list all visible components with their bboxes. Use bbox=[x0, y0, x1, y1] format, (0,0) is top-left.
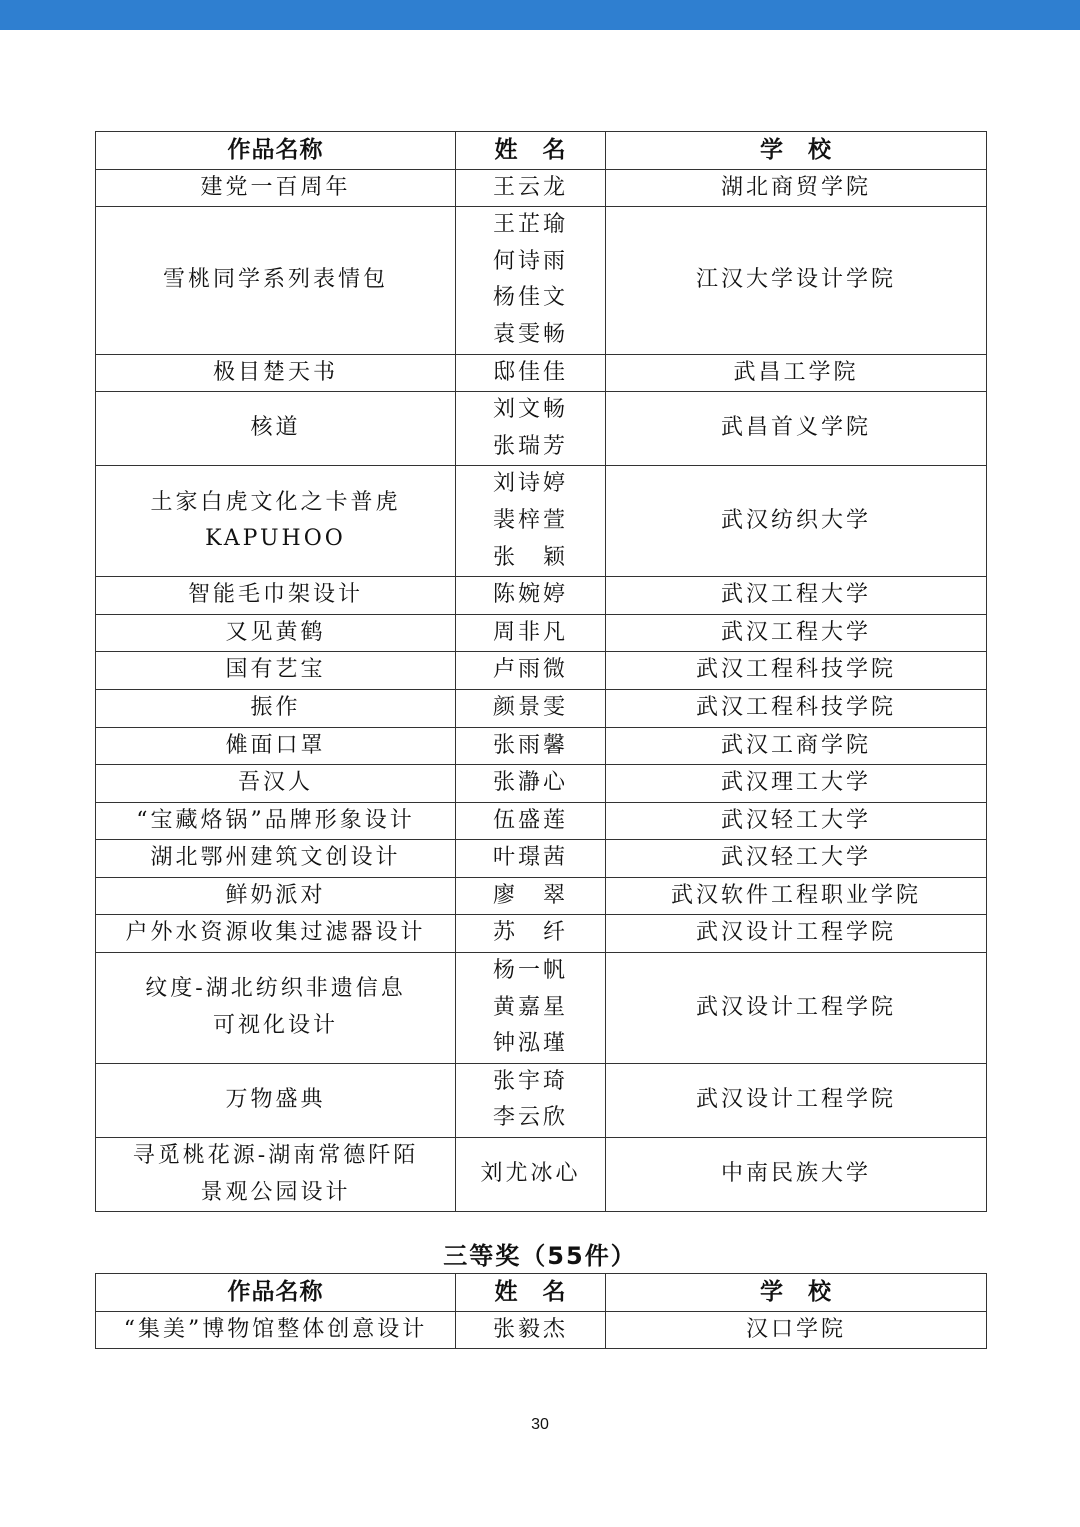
table-row bbox=[96, 207, 987, 354]
table-header-row bbox=[96, 1274, 987, 1312]
work-cell-line: 又见黄鹤 bbox=[225, 619, 326, 645]
name-cell-line: 裴梓萱 bbox=[492, 507, 568, 533]
school-cell: 武汉工商学院 bbox=[606, 727, 987, 765]
work-cell-line: 智能毛巾架设计 bbox=[187, 582, 363, 608]
work-cell-line: 建党一百周年 bbox=[200, 174, 351, 200]
name-cell-line: 钟泓瑾 bbox=[492, 1031, 568, 1057]
table-row bbox=[96, 392, 987, 466]
name-cell-line: 李云欣 bbox=[492, 1105, 568, 1131]
name-cell-line: 张瀞心 bbox=[492, 770, 568, 796]
name-cell-line: 廖 翠 bbox=[492, 882, 568, 908]
work-cell bbox=[96, 953, 456, 1064]
name-cell-line: 王芷瑜 bbox=[492, 212, 568, 238]
name-cell-line: 叶璟茜 bbox=[492, 845, 568, 871]
table-row bbox=[96, 953, 987, 1064]
work-cell-line: 万物盛典 bbox=[225, 1087, 326, 1113]
name-cell-line: 张毅杰 bbox=[492, 1316, 568, 1342]
school-cell: 武昌首义学院 bbox=[606, 392, 987, 466]
third-prize-table bbox=[95, 1273, 987, 1349]
name-cell-line: 伍盛莲 bbox=[492, 807, 568, 833]
work-cell-line: KAPUHOO bbox=[205, 526, 346, 552]
name-cell-line: 刘文畅 bbox=[492, 397, 568, 423]
school-cell: 武汉工程科技学院 bbox=[606, 689, 987, 727]
table-row bbox=[96, 689, 987, 727]
work-cell bbox=[96, 577, 456, 615]
table-row bbox=[96, 727, 987, 765]
work-cell bbox=[96, 392, 456, 466]
name-cell-line: 苏 纤 bbox=[492, 920, 568, 946]
header-work: 作品名称 bbox=[96, 132, 456, 170]
work-cell-line: “集美”博物馆整体创意设计 bbox=[123, 1316, 428, 1342]
work-cell bbox=[96, 652, 456, 690]
work-cell bbox=[96, 689, 456, 727]
table-row bbox=[96, 840, 987, 878]
name-cell-line: 张瑞芳 bbox=[492, 433, 568, 459]
work-cell bbox=[96, 354, 456, 392]
name-cell-line: 袁雯畅 bbox=[492, 321, 568, 347]
work-cell-line: “宝藏烙锅”品牌形象设计 bbox=[136, 807, 415, 833]
name-cell bbox=[456, 392, 606, 466]
name-cell bbox=[456, 169, 606, 207]
name-cell bbox=[456, 1063, 606, 1137]
name-cell-line: 黄嘉星 bbox=[492, 994, 568, 1020]
work-cell bbox=[96, 877, 456, 915]
name-cell-line: 卢雨微 bbox=[492, 657, 568, 683]
work-cell bbox=[96, 802, 456, 840]
table-body bbox=[96, 1311, 987, 1349]
work-cell bbox=[96, 727, 456, 765]
table-row bbox=[96, 614, 987, 652]
name-cell bbox=[456, 840, 606, 878]
school-cell: 江汉大学设计学院 bbox=[606, 207, 987, 354]
work-cell bbox=[96, 207, 456, 354]
table-row bbox=[96, 765, 987, 803]
school-cell: 武汉设计工程学院 bbox=[606, 1063, 987, 1137]
table-row bbox=[96, 354, 987, 392]
name-cell bbox=[456, 466, 606, 577]
school-cell: 武汉软件工程职业学院 bbox=[606, 877, 987, 915]
work-cell-line: 景观公园设计 bbox=[200, 1179, 351, 1205]
name-cell-line: 陈婉婷 bbox=[492, 582, 568, 608]
name-cell-line: 颜景雯 bbox=[492, 694, 568, 720]
name-cell bbox=[456, 1138, 606, 1212]
work-cell bbox=[96, 169, 456, 207]
table-row bbox=[96, 1311, 987, 1349]
name-cell-line: 王云龙 bbox=[492, 174, 568, 200]
school-cell: 武汉理工大学 bbox=[606, 765, 987, 803]
name-cell-line: 张 颖 bbox=[492, 544, 568, 570]
table-body bbox=[96, 169, 987, 1212]
header-name: 姓 名 bbox=[456, 1274, 606, 1312]
table-row bbox=[96, 466, 987, 577]
name-cell bbox=[456, 577, 606, 615]
table-header-row bbox=[96, 132, 987, 170]
header-name: 姓 名 bbox=[456, 132, 606, 170]
name-cell-line: 张宇琦 bbox=[492, 1068, 568, 1094]
table-row bbox=[96, 652, 987, 690]
name-cell bbox=[456, 915, 606, 953]
name-cell-line: 杨佳文 bbox=[492, 285, 568, 311]
work-cell bbox=[96, 1063, 456, 1137]
work-cell-line: 国有艺宝 bbox=[225, 657, 326, 683]
school-cell: 武汉工程大学 bbox=[606, 614, 987, 652]
work-cell-line: 雪桃同学系列表情包 bbox=[162, 267, 388, 293]
work-cell bbox=[96, 614, 456, 652]
school-cell: 武汉纺织大学 bbox=[606, 466, 987, 577]
school-cell: 武汉轻工大学 bbox=[606, 802, 987, 840]
name-cell-line: 刘尤冰心 bbox=[480, 1161, 581, 1187]
award-table bbox=[95, 131, 987, 1212]
work-cell bbox=[96, 1311, 456, 1349]
name-cell bbox=[456, 765, 606, 803]
work-cell-line: 吾汉人 bbox=[237, 770, 313, 796]
school-cell: 武汉工程大学 bbox=[606, 577, 987, 615]
work-cell-line: 土家白虎文化之卡普虎 bbox=[150, 489, 401, 515]
table-row bbox=[96, 1138, 987, 1212]
work-cell bbox=[96, 915, 456, 953]
work-cell bbox=[96, 840, 456, 878]
name-cell bbox=[456, 689, 606, 727]
name-cell-line: 张雨馨 bbox=[492, 732, 568, 758]
name-cell bbox=[456, 953, 606, 1064]
work-cell-line: 户外水资源收集过滤器设计 bbox=[125, 920, 426, 946]
name-cell-line: 刘诗婷 bbox=[492, 471, 568, 497]
name-cell-line: 邸佳佳 bbox=[492, 359, 568, 385]
work-cell-line: 核道 bbox=[250, 415, 301, 441]
name-cell bbox=[456, 354, 606, 392]
work-cell-line: 傩面口罩 bbox=[225, 732, 326, 758]
school-cell: 武汉设计工程学院 bbox=[606, 953, 987, 1064]
name-cell-line: 何诗雨 bbox=[492, 248, 568, 274]
school-cell: 湖北商贸学院 bbox=[606, 169, 987, 207]
table-row bbox=[96, 877, 987, 915]
school-cell: 武昌工学院 bbox=[606, 354, 987, 392]
name-cell bbox=[456, 802, 606, 840]
name-cell bbox=[456, 652, 606, 690]
name-cell-line: 杨一帆 bbox=[492, 958, 568, 984]
table-row bbox=[96, 169, 987, 207]
header-school: 学 校 bbox=[606, 1274, 987, 1312]
name-cell-line: 周非凡 bbox=[492, 619, 568, 645]
work-cell-line: 寻觅桃花源-湖南常德阡陌 bbox=[132, 1143, 419, 1169]
name-cell bbox=[456, 1311, 606, 1349]
work-cell bbox=[96, 466, 456, 577]
table-row bbox=[96, 577, 987, 615]
table-row bbox=[96, 915, 987, 953]
work-cell-line: 振作 bbox=[250, 694, 301, 720]
school-cell: 武汉轻工大学 bbox=[606, 840, 987, 878]
section-title-third-prize: 三等奖（55件） bbox=[443, 1242, 637, 1270]
page-number: 30 bbox=[531, 1416, 549, 1433]
work-cell-line: 极目楚天书 bbox=[212, 359, 338, 385]
school-cell: 武汉工程科技学院 bbox=[606, 652, 987, 690]
work-cell-line: 鲜奶派对 bbox=[225, 882, 326, 908]
header-work: 作品名称 bbox=[96, 1274, 456, 1312]
header-school: 学 校 bbox=[606, 132, 987, 170]
name-cell bbox=[456, 727, 606, 765]
school-cell: 汉口学院 bbox=[606, 1311, 987, 1349]
table-row bbox=[96, 802, 987, 840]
work-cell bbox=[96, 765, 456, 803]
school-cell: 中南民族大学 bbox=[606, 1138, 987, 1212]
name-cell bbox=[456, 614, 606, 652]
top-color-bar bbox=[0, 0, 1080, 30]
school-cell: 武汉设计工程学院 bbox=[606, 915, 987, 953]
work-cell bbox=[96, 1138, 456, 1212]
work-cell-line: 纹度-湖北纺织非遗信息 bbox=[145, 976, 406, 1002]
work-cell-line: 湖北鄂州建筑文创设计 bbox=[150, 845, 401, 871]
work-cell-line: 可视化设计 bbox=[212, 1012, 338, 1038]
name-cell bbox=[456, 207, 606, 354]
table-row bbox=[96, 1063, 987, 1137]
name-cell bbox=[456, 877, 606, 915]
